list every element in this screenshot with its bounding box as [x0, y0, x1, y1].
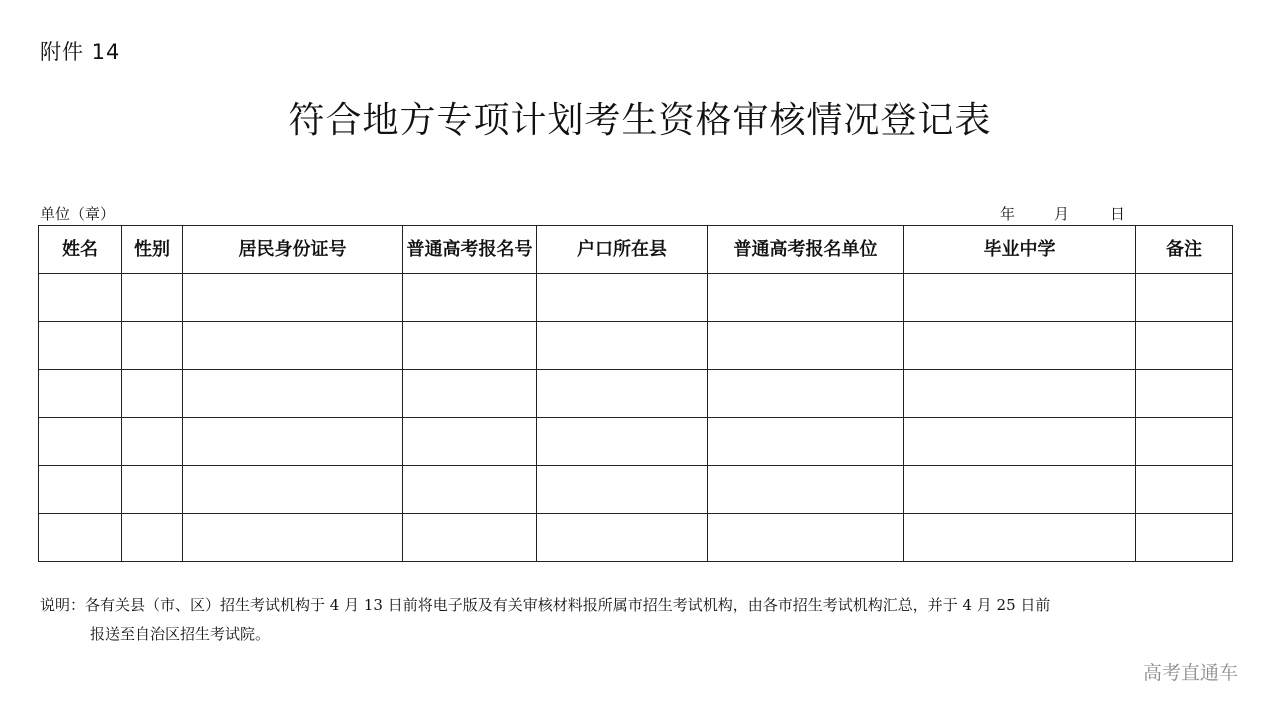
document-title: 符合地方专项计划考生资格审核情况登记表: [288, 100, 992, 141]
table-row: [39, 322, 1233, 370]
column-header-graduating-school: 毕业中学: [904, 226, 1136, 274]
table-cell[interactable]: [39, 466, 122, 514]
table-cell[interactable]: [183, 514, 403, 562]
table-header-row: [39, 226, 1233, 274]
table-cell[interactable]: [183, 418, 403, 466]
table-cell[interactable]: [1136, 322, 1233, 370]
table-cell[interactable]: [122, 514, 183, 562]
table-row: [39, 514, 1233, 562]
table-row: [39, 370, 1233, 418]
date-fields: [1000, 203, 1125, 224]
watermark-text: 高考直通车: [1143, 662, 1239, 684]
registration-table: [38, 225, 1233, 562]
column-header-gender: 性别: [122, 226, 183, 274]
table-row: [39, 466, 1233, 514]
table-cell[interactable]: [183, 322, 403, 370]
table-cell[interactable]: [904, 418, 1136, 466]
date-day-label: 日: [1110, 205, 1126, 223]
column-header-remarks: 备注: [1136, 226, 1233, 274]
table-cell[interactable]: [708, 418, 904, 466]
table-cell[interactable]: [183, 274, 403, 322]
table-cell[interactable]: [122, 370, 183, 418]
column-header-id-number: 居民身份证号: [183, 226, 403, 274]
table-cell[interactable]: [39, 514, 122, 562]
table-cell[interactable]: [39, 370, 122, 418]
table-row: [39, 274, 1233, 322]
table-cell[interactable]: [403, 514, 537, 562]
column-header-name: 姓名: [39, 226, 122, 274]
date-month-label: 月: [1054, 205, 1070, 223]
table-cell[interactable]: [904, 514, 1136, 562]
table-cell[interactable]: [537, 274, 708, 322]
table-cell[interactable]: [537, 322, 708, 370]
explanation-note: [40, 591, 1245, 649]
column-header-registration-number: 普通高考报名号: [403, 226, 537, 274]
table-row: [39, 418, 1233, 466]
table-body: [39, 274, 1233, 562]
table-cell[interactable]: [904, 274, 1136, 322]
date-year-label: 年: [1000, 205, 1016, 223]
table-cell[interactable]: [537, 418, 708, 466]
table-cell[interactable]: [904, 322, 1136, 370]
table-cell[interactable]: [1136, 466, 1233, 514]
table-cell[interactable]: [708, 514, 904, 562]
table-cell[interactable]: [708, 370, 904, 418]
table-cell[interactable]: [122, 274, 183, 322]
table-cell[interactable]: [403, 418, 537, 466]
table-cell[interactable]: [708, 322, 904, 370]
column-header-household-county: 户口所在县: [537, 226, 708, 274]
table-cell[interactable]: [537, 514, 708, 562]
table-cell[interactable]: [1136, 274, 1233, 322]
table-cell[interactable]: [1136, 514, 1233, 562]
table-cell[interactable]: [39, 274, 122, 322]
table-cell[interactable]: [122, 322, 183, 370]
table-cell[interactable]: [39, 418, 122, 466]
unit-seal-label: 单位（章）: [40, 205, 116, 223]
table-cell[interactable]: [403, 322, 537, 370]
table-cell[interactable]: [122, 466, 183, 514]
table-cell[interactable]: [708, 466, 904, 514]
table-cell[interactable]: [183, 466, 403, 514]
table-cell[interactable]: [39, 322, 122, 370]
note-line-1: 说明：各有关县（市、区）招生考试机构于 4 月 13 日前将电子版及有关审核材料报所属市招生考试机构，由各市招生考试机构汇总，并于 4 月 25 日前: [40, 596, 1051, 614]
table-cell[interactable]: [403, 274, 537, 322]
table-cell[interactable]: [403, 370, 537, 418]
table-cell[interactable]: [122, 418, 183, 466]
table-cell[interactable]: [1136, 418, 1233, 466]
table-cell[interactable]: [537, 466, 708, 514]
column-header-registration-unit: 普通高考报名单位: [708, 226, 904, 274]
table-cell[interactable]: [183, 370, 403, 418]
attachment-number: 附件 14: [40, 40, 121, 64]
note-line-2: 报送至自治区招生考试院。: [90, 625, 271, 643]
table-cell[interactable]: [403, 466, 537, 514]
table-cell[interactable]: [904, 370, 1136, 418]
table-cell[interactable]: [904, 466, 1136, 514]
table-cell[interactable]: [708, 274, 904, 322]
table-cell[interactable]: [1136, 370, 1233, 418]
table-cell[interactable]: [537, 370, 708, 418]
